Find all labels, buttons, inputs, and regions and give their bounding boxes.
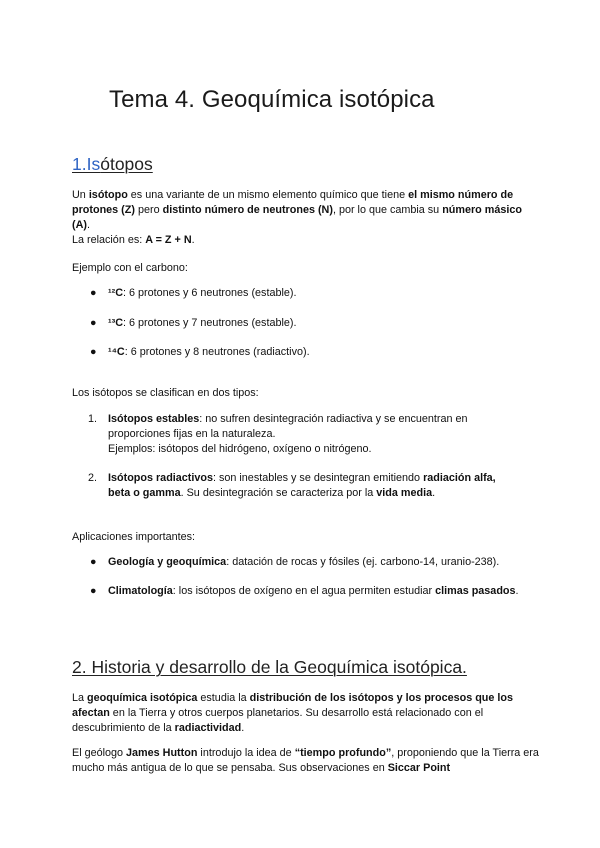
bold-run: Geología y geoquímica xyxy=(108,556,227,568)
text-run: : son inestables y se desintegran emitiendo xyxy=(213,472,424,484)
bold-run: Isótopos estables xyxy=(108,413,200,425)
section-heading-historia: 2. Historia y desarrollo de la Geoquímica isotópica. xyxy=(72,657,467,677)
text-run: Ejemplos: isótopos del hidrógeno, oxígeno o nitrógeno. xyxy=(108,443,372,455)
list-item-text xyxy=(108,584,528,599)
page-title: Tema 4. Geoquímica isotópica xyxy=(109,86,435,113)
bold-run: ¹²C xyxy=(108,287,123,299)
bold-run: distinto número de neutrones (N) xyxy=(162,204,333,216)
bold-run: distribución de los isótopos y los procesos que los afectan xyxy=(72,692,513,719)
text-run: : los isótopos de oxígeno en el agua permiten estudiar xyxy=(172,585,436,597)
bold-run: ¹⁴C xyxy=(108,346,125,358)
bold-run: Siccar Point xyxy=(387,762,451,774)
text-run: en la Tierra y otros cuerpos planetarios. Su desarrollo está relacionado con el descubrimiento de la xyxy=(72,707,484,734)
text-run: . xyxy=(87,219,90,231)
text-run: : 6 protones y 8 neutrones (radiactivo). xyxy=(124,346,310,358)
item-number: 2. xyxy=(88,472,98,484)
historia-paragraph-2 xyxy=(72,746,542,776)
bold-run: el mismo número de protones (Z) xyxy=(72,189,514,216)
historia-paragraph-1 xyxy=(72,691,542,736)
text-run: es una variante de un mismo elemento químico que tiene xyxy=(127,189,409,201)
bold-run: Isótopos radiactivos xyxy=(108,472,213,484)
carbon-intro: Ejemplo con el carbono: xyxy=(72,262,188,274)
text-run: El geólogo xyxy=(72,747,127,759)
text-run: introdujo la idea de xyxy=(197,747,295,759)
text-run: pero xyxy=(134,204,163,216)
bold-run: James Hutton xyxy=(126,747,198,759)
bold-run: número másico (A) xyxy=(72,204,522,231)
text-run: : datación de rocas y fósiles (ej. carbono-14, uranio-238). xyxy=(226,556,500,568)
list-item-text xyxy=(108,555,528,570)
list-item-text xyxy=(108,286,528,301)
text-run: : 6 protones y 6 neutrones (estable). xyxy=(123,287,297,299)
heading-number: 1.Is xyxy=(72,154,101,174)
isotope-definition xyxy=(72,188,542,233)
section-heading-isotopos xyxy=(72,154,153,175)
numbered-item-text xyxy=(108,471,518,501)
bold-run: isótopo xyxy=(88,189,128,201)
bullet-icon: ● xyxy=(90,346,97,358)
bold-run: radiación alfa, beta o gamma xyxy=(108,472,496,499)
bullet-icon: ● xyxy=(90,585,97,597)
text-run: estudia la xyxy=(197,692,250,704)
types-intro: Los isótopos se clasifican en dos tipos: xyxy=(72,387,259,399)
formula: A = Z + N xyxy=(145,234,192,246)
text-run: . xyxy=(241,722,245,734)
apps-intro: Aplicaciones importantes: xyxy=(72,531,196,543)
text-run: La xyxy=(72,692,88,704)
text-run: Un xyxy=(72,189,89,201)
text-run: , por lo que cambia su xyxy=(332,204,443,216)
bold-run: Climatología xyxy=(108,585,173,597)
text-run: . xyxy=(432,487,436,499)
bullet-icon: ● xyxy=(90,317,97,329)
relation-line xyxy=(72,233,542,248)
bold-run: ¹³C xyxy=(108,317,123,329)
bold-run: climas pasados xyxy=(435,585,516,597)
list-item-text xyxy=(108,316,528,331)
item-number: 1. xyxy=(88,413,98,425)
bold-run: “tiempo profundo” xyxy=(294,747,392,759)
text-run: : no sufren desintegración radiactiva y se encuentran en proporciones fijas en la naturaleza. xyxy=(108,413,468,440)
text-run: . xyxy=(515,585,519,597)
text-run: . Su desintegración se caracteriza por la xyxy=(180,487,377,499)
text-run: , proponiendo que la Tierra era mucho más antigua de lo que se pensaba. Sus observaciones en xyxy=(72,747,539,774)
numbered-item-text xyxy=(108,412,518,457)
list-item-text xyxy=(108,345,528,360)
text-run: La relación es: xyxy=(72,234,146,246)
text-run: : 6 protones y 7 neutrones (estable). xyxy=(123,317,297,329)
text-run: . xyxy=(191,234,195,246)
bold-run: geoquímica isotópica xyxy=(87,692,198,704)
bold-run: vida media xyxy=(376,487,433,499)
heading-text: ótopos xyxy=(100,154,153,174)
bold-run: radiactividad xyxy=(174,722,242,734)
bullet-icon: ● xyxy=(90,556,97,568)
bullet-icon: ● xyxy=(90,287,97,299)
